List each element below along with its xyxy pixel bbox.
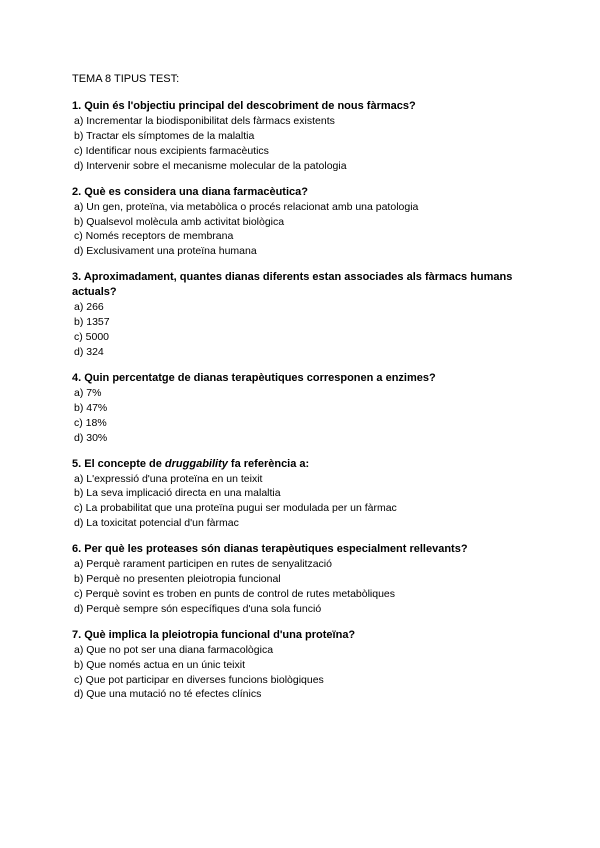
option-a: a) L'expressió d'una proteïna en un teixit <box>74 472 263 485</box>
option-b: b) 47% <box>74 401 108 414</box>
option-list <box>72 472 542 532</box>
option-d: d) La toxicitat potencial d'un fàrmac <box>74 517 239 530</box>
question-title: 6. Per què les proteases són dianas terapèutiques especialment rellevants? <box>72 543 468 556</box>
option-d: d) Intervenir sobre el mecanisme molecular de la patologia <box>74 159 347 172</box>
option-b: b) Tractar els símptomes de la malaltia <box>74 129 255 142</box>
document-header: TEMA 8 TIPUS TEST: <box>72 73 180 85</box>
option-list <box>72 114 542 174</box>
document-page <box>72 72 542 713</box>
option-a: a) 7% <box>74 386 102 399</box>
option-list <box>72 557 542 617</box>
option-list <box>72 200 542 260</box>
option-a: a) Incrementar la biodisponibilitat dels fàrmacs existents <box>74 115 335 127</box>
question-1 <box>72 99 542 174</box>
question-title-term: druggability <box>164 457 228 470</box>
option-list <box>72 386 542 446</box>
option-c: c) Identificar nous excipients farmacèutics <box>74 144 269 157</box>
question-6 <box>72 542 542 617</box>
option-list <box>72 300 542 360</box>
option-b: b) 1357 <box>74 316 110 329</box>
option-c: c) Només receptors de membrana <box>74 230 234 243</box>
option-c: c) 5000 <box>74 331 110 344</box>
option-b: b) Qualsevol molècula amb activitat biològica <box>74 215 285 228</box>
option-list <box>72 643 542 703</box>
question-4 <box>72 371 542 446</box>
option-c: c) 18% <box>74 416 107 429</box>
question-title: 1. Quin és l'objectiu principal del descobriment de nous fàrmacs? <box>72 100 416 112</box>
question-title: 3. Aproximadament, quantes dianas diferents estan associades als fàrmacs humans actuals? <box>72 271 513 299</box>
question-7 <box>72 628 542 703</box>
question-title-start: 5. El concepte de <box>72 457 165 470</box>
question-title: 4. Quin percentatge de dianas terapèutiques corresponen a enzimes? <box>72 371 436 384</box>
question-3 <box>72 270 542 360</box>
question-5 <box>72 457 542 532</box>
option-b: b) La seva implicació directa en una malaltia <box>74 487 281 500</box>
option-a: a) Perquè rarament participen en rutes de senyalització <box>74 558 332 571</box>
question-title: 2. Què es considera una diana farmacèutica? <box>72 185 308 198</box>
question-2 <box>72 185 542 260</box>
option-c: c) Perquè sovint es troben en punts de control de rutes metabòliques <box>74 587 396 600</box>
option-d: d) Exclusivament una proteïna humana <box>74 245 257 258</box>
question-title <box>72 457 542 472</box>
option-b: b) Perquè no presenten pleiotropia funcional <box>74 573 281 586</box>
question-title-end: fa referència a: <box>227 457 310 470</box>
option-d: d) 324 <box>74 345 104 358</box>
question-title: 7. Què implica la pleiotropia funcional d'una proteïna? <box>72 628 356 641</box>
option-d: d) Que una mutació no té efectes clínics <box>74 688 262 701</box>
option-c: c) Que pot participar en diverses funcions biològiques <box>74 673 324 686</box>
option-a: a) Un gen, proteïna, via metabòlica o procés relacionat amb una patologia <box>74 200 419 213</box>
option-b: b) Que només actua en un únic teixit <box>74 658 246 671</box>
option-d: d) Perquè sempre són específiques d'una sola funció <box>74 602 322 615</box>
option-d: d) 30% <box>74 431 108 444</box>
option-a: a) Que no pot ser una diana farmacològica <box>74 643 274 656</box>
option-a: a) 266 <box>74 301 104 314</box>
option-c: c) La probabilitat que una proteïna pugui ser modulada per un fàrmac <box>74 502 397 515</box>
